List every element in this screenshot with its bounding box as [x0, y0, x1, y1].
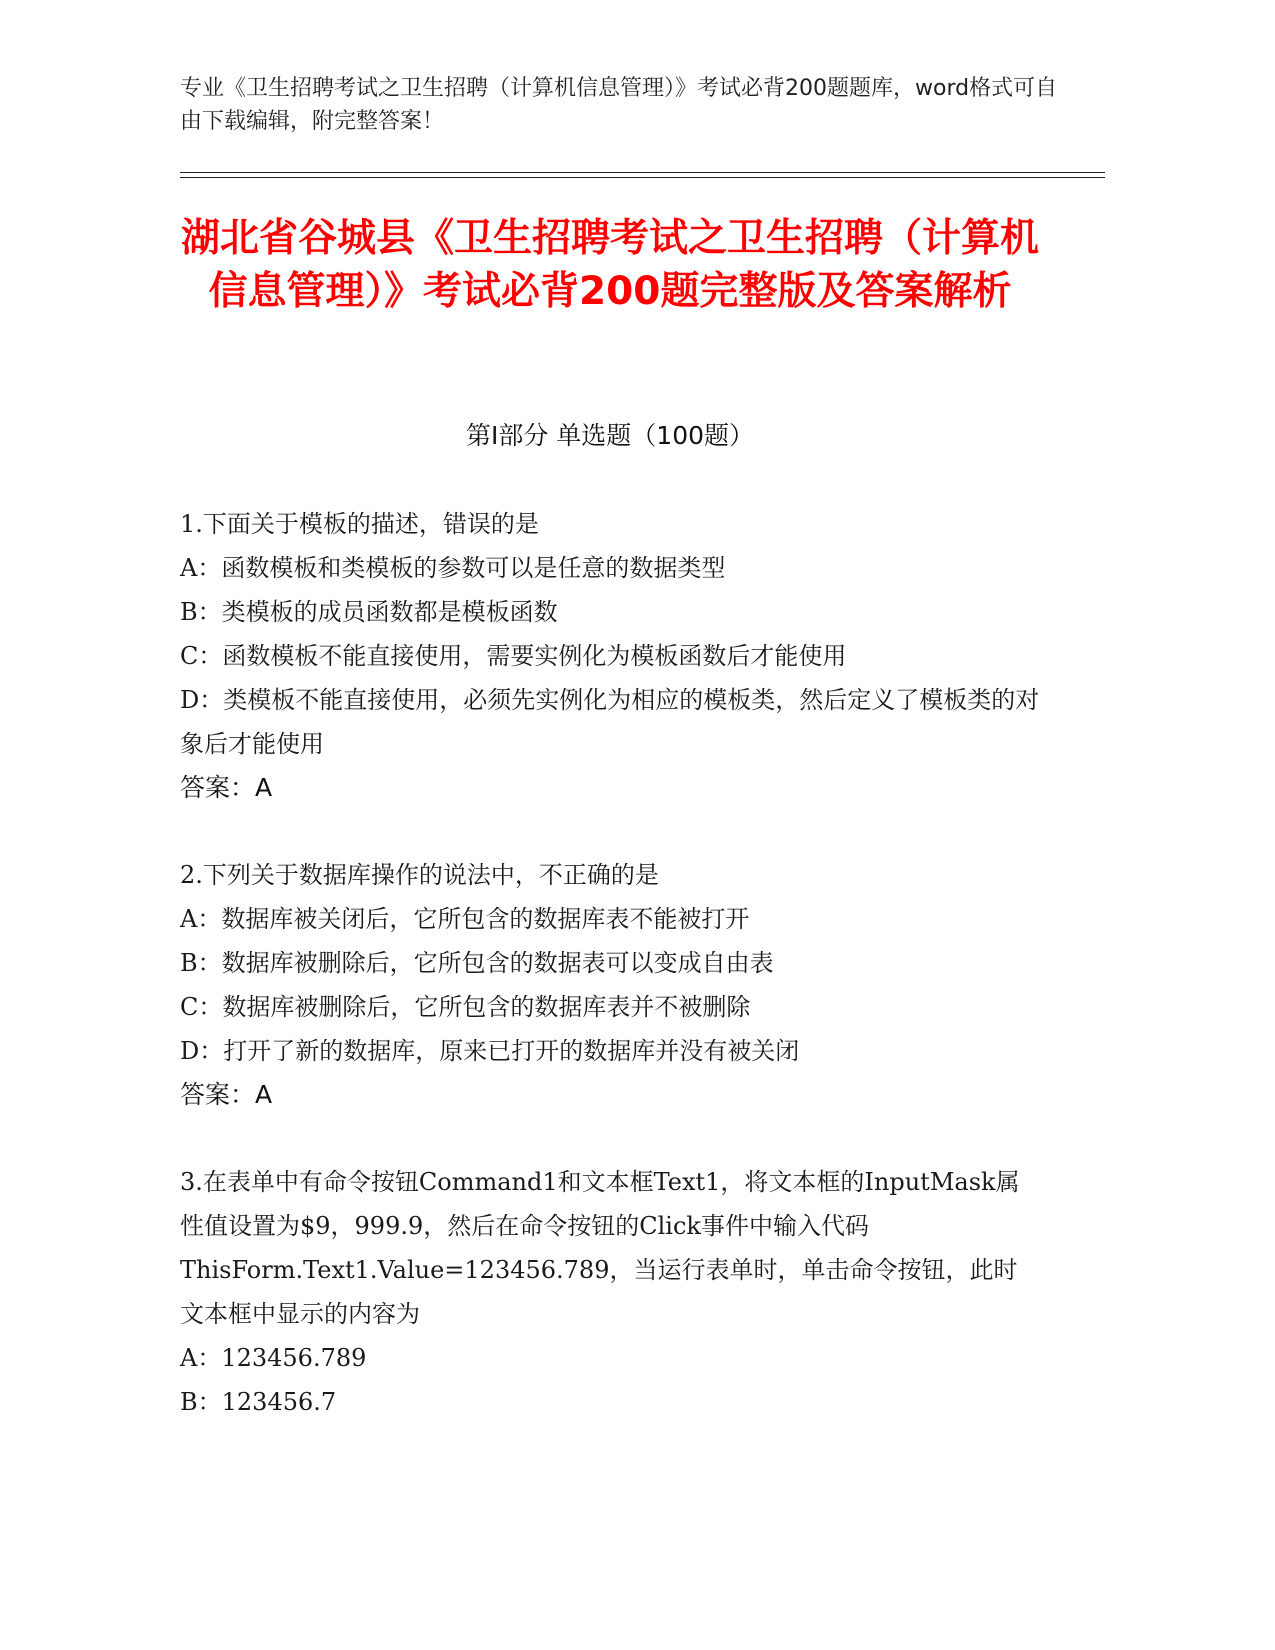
question-stem: 1.下面关于模板的描述，错误的是 — [180, 510, 539, 538]
document-title: 湖北省谷城县《卫生招聘考试之卫生招聘（计算机信息管理）》考试必背200题完整版及答案解析 — [180, 216, 1039, 314]
option-c: C：数据库被删除后，它所包含的数据库表并不被删除 — [180, 993, 751, 1021]
option-d: D：类模板不能直接使用，必须先实例化为相应的模板类，然后定义了模板类的对象后才能使用 — [180, 686, 1040, 758]
header-note: 专业《卫生招聘考试之卫生招聘（计算机信息管理）》考试必背200题题库，word格式可自由下载编辑，附完整答案！ — [180, 76, 1058, 134]
question-stem: 2.下列关于数据库操作的说法中，不正确的是 — [180, 861, 659, 889]
option-a: A：数据库被关闭后，它所包含的数据库表不能被打开 — [180, 905, 750, 933]
option-b: B：类模板的成员函数都是模板函数 — [180, 598, 558, 626]
option-a: A：函数模板和类模板的参数可以是任意的数据类型 — [180, 554, 726, 582]
option-d: D：打开了新的数据库，原来已打开的数据库并没有被关闭 — [180, 1037, 800, 1065]
section-title: 第Ⅰ部分 单选题（100题） — [465, 421, 755, 450]
answer: 答案：A — [180, 773, 273, 802]
header-divider-bottom — [180, 177, 1105, 178]
header-divider-top — [180, 172, 1105, 173]
question-2 — [180, 853, 1040, 1117]
answer: 答案：A — [180, 1080, 273, 1109]
option-a: A：123456.789 — [180, 1344, 367, 1372]
question-1 — [180, 502, 1040, 810]
option-b: B：123456.7 — [180, 1388, 337, 1416]
option-b: B：数据库被删除后，它所包含的数据表可以变成自由表 — [180, 949, 774, 977]
question-3 — [180, 1160, 1040, 1424]
option-c: C：函数模板不能直接使用，需要实例化为模板函数后才能使用 — [180, 642, 847, 670]
question-list — [180, 502, 1040, 1467]
question-stem: 3.在表单中有命令按钮Command1和文本框Text1，将文本框的InputMask属性值设置为$9，999.9，然后在命令按钮的Click事件中输入代码ThisForm.Text1.Value=123456.789，当运行表单时，单击命令按钮，此时文本框中显示的内容为 — [180, 1168, 1020, 1328]
